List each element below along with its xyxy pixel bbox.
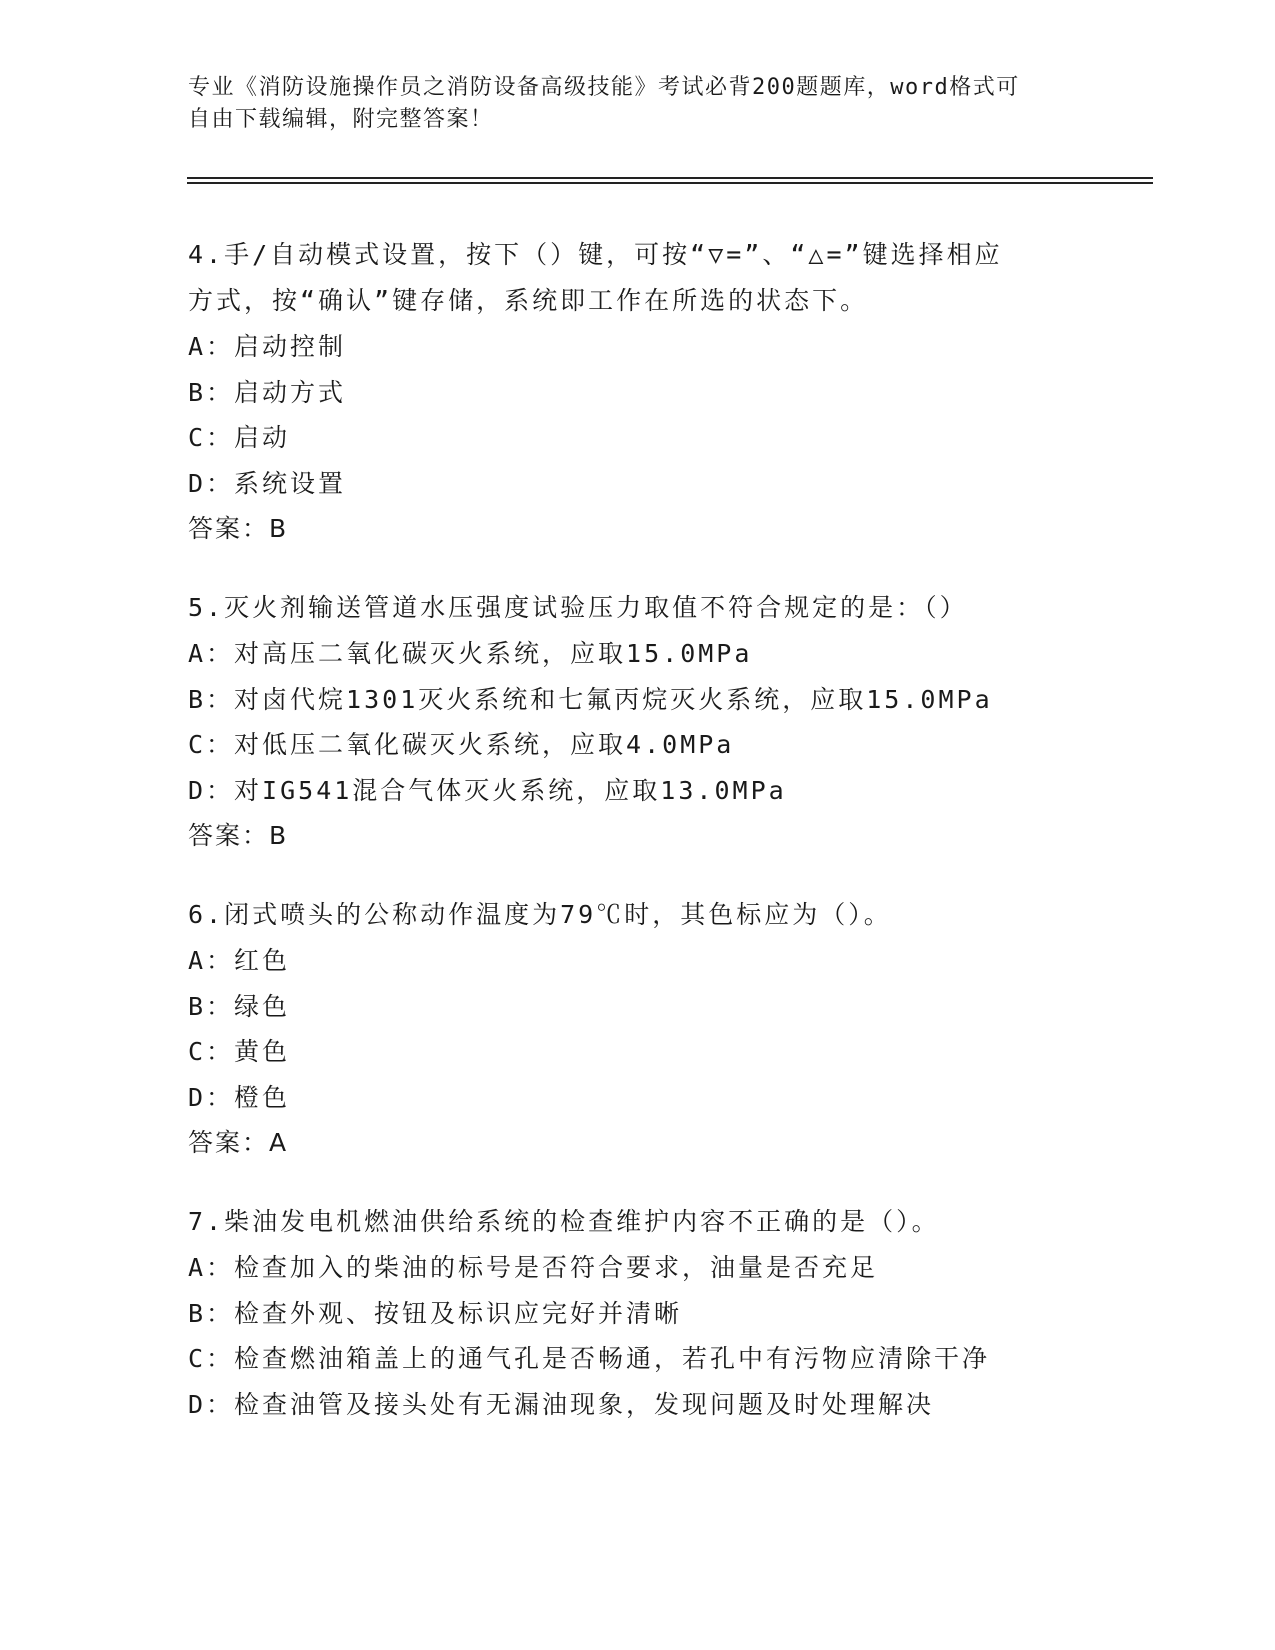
option-b: B：对卤代烷1301灭火系统和七氟丙烷灭火系统，应取15.0MPa <box>188 684 993 714</box>
question-list <box>188 232 1128 1460</box>
question-7 <box>188 1199 1128 1427</box>
question-stem-line: 6.闭式喷头的公称动作温度为79℃时，其色标应为（）。 <box>188 900 892 929</box>
option-d: D：对IG541混合气体灭火系统，应取13.0MPa <box>188 775 787 805</box>
option-c: C：检查燃油箱盖上的通气孔是否畅通，若孔中有污物应清除干净 <box>188 1344 991 1373</box>
header-divider-bottom <box>187 182 1153 184</box>
question-6 <box>188 892 1128 1166</box>
header-line-2: 自由下载编辑，附完整答案！ <box>188 107 494 132</box>
header-line-1: 专业《消防设施操作员之消防设备高级技能》考试必背200题题库，word格式可 <box>188 75 1020 100</box>
option-d: D：系统设置 <box>188 468 347 498</box>
question-stem-line: 4.手/自动模式设置，按下（）键，可按“▽=”、“△=”键选择相应 <box>188 240 1003 269</box>
answer-line: 答案：B <box>188 514 289 543</box>
answer-line: 答案：B <box>188 821 289 850</box>
option-b: B：绿色 <box>188 991 291 1021</box>
option-b: B：启动方式 <box>188 377 347 407</box>
answer-line: 答案：A <box>188 1128 289 1157</box>
header-divider-top <box>187 177 1153 179</box>
option-c: C：对低压二氧化碳灭火系统，应取4.0MPa <box>188 730 735 759</box>
option-a: A：启动控制 <box>188 332 347 361</box>
option-b: B：检查外观、按钮及标识应完好并清晰 <box>188 1298 683 1328</box>
option-a: A：检查加入的柴油的标号是否符合要求，油量是否充足 <box>188 1253 879 1282</box>
question-4 <box>188 232 1128 552</box>
question-stem-line: 5.灭火剂输送管道水压强度试验压力取值不符合规定的是：（） <box>188 593 968 622</box>
question-5 <box>188 585 1128 859</box>
option-c: C：启动 <box>188 423 291 452</box>
question-stem-line: 方式，按“确认”键存储，系统即工作在所选的状态下。 <box>188 286 869 315</box>
option-d: D：橙色 <box>188 1082 291 1112</box>
option-a: A：红色 <box>188 946 291 975</box>
option-a: A：对高压二氧化碳灭火系统，应取15.0MPa <box>188 639 753 668</box>
option-d: D：检查油管及接头处有无漏油现象，发现问题及时处理解决 <box>188 1389 935 1419</box>
option-c: C：黄色 <box>188 1037 291 1066</box>
question-stem-line: 7.柴油发电机燃油供给系统的检查维护内容不正确的是（）。 <box>188 1207 940 1236</box>
document-header <box>188 72 1088 136</box>
